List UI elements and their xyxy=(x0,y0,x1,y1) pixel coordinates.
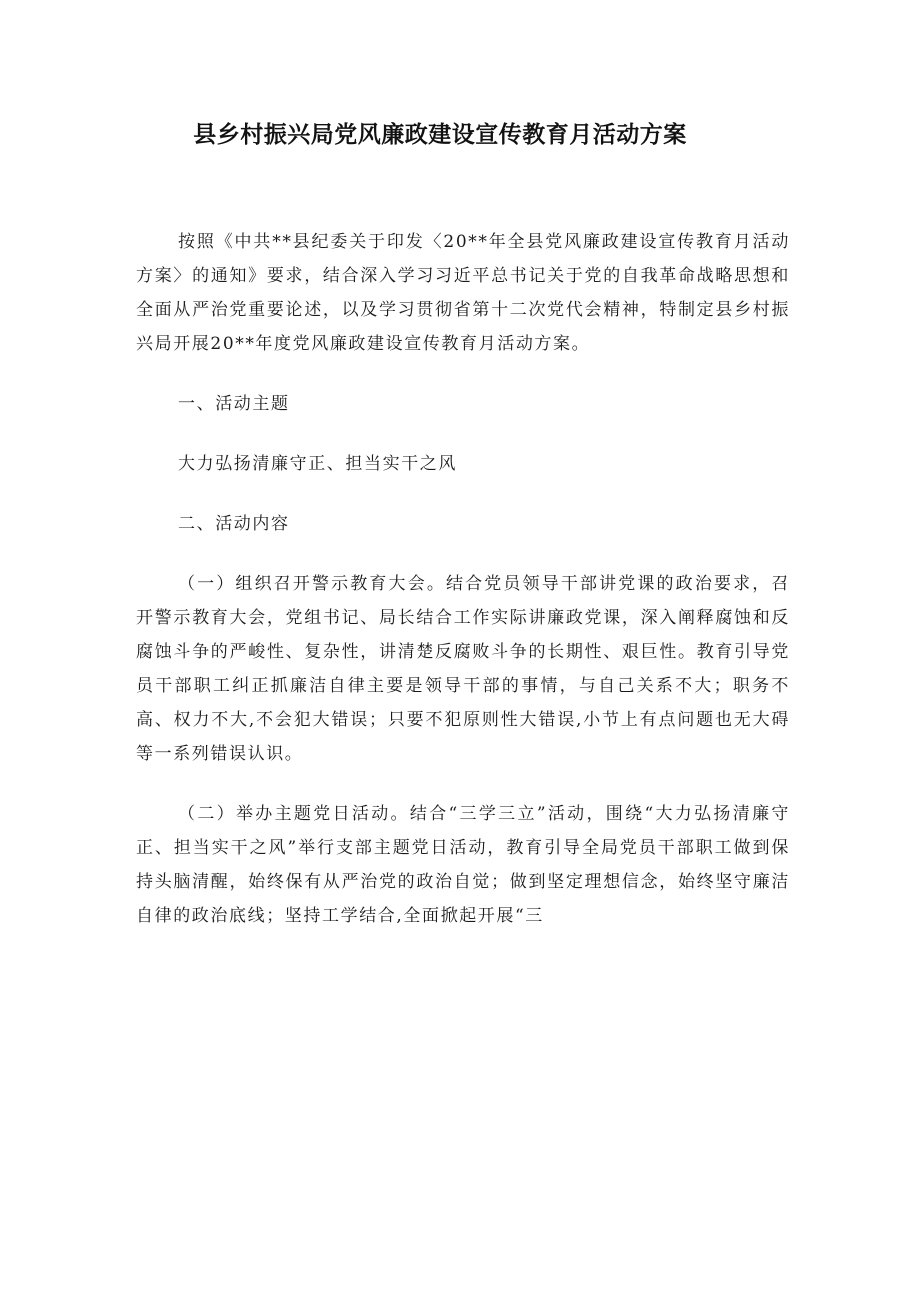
document-body xyxy=(136,225,790,959)
intro-paragraph: 按照《中共**县纪委关于印发〈20**年全县党风廉政建设宣传教育月活动方案〉的通知》要求，结合深入学习习近平总书记关于党的自我革命战略思想和全面从严治党重要论述，以及学习贯彻省第十二次党代会精神，特制定县乡村振兴局开展20**年度党风廉政建设宣传教育月活动方案。 xyxy=(136,232,790,354)
document-title: 县乡村振兴局党风廉政建设宣传教育月活动方案 xyxy=(193,122,687,148)
theme-text: 大力弘扬清廉守正、担当实干之风 xyxy=(178,454,457,474)
content-item-2: （二）举办主题党日活动。结合“三学三立”活动，围绕“大力弘扬清廉守正、担当实干之风”举行支部主题党日活动，教育引导全局党员干部职工做到保持头脑清醒，始终保有从严治党的政治自觉；做到坚定理想信念，始终坚守廉洁自律的政治底线；坚持工学结合,全面掀起开展“三 xyxy=(136,804,790,926)
section-heading-content: 二、活动内容 xyxy=(178,514,290,534)
section-heading-theme: 一、活动主题 xyxy=(178,394,290,414)
content-item-1: （一）组织召开警示教育大会。结合党员领导干部讲党课的政治要求，召开警示教育大会，党组书记、局长结合工作实际讲廉政党课，深入阐释腐蚀和反腐蚀斗争的严峻性、复杂性，讲清楚反腐败斗争的长期性、艰巨性。教育引导党员干部职工纠正抓廉洁自律主要是领导干部的事情，与自己关系不大；职务不高、权力不大,不会犯大错误；只要不犯原则性大错误,小节上有点问题也无大碍等一系列错误认识。 xyxy=(136,574,790,764)
